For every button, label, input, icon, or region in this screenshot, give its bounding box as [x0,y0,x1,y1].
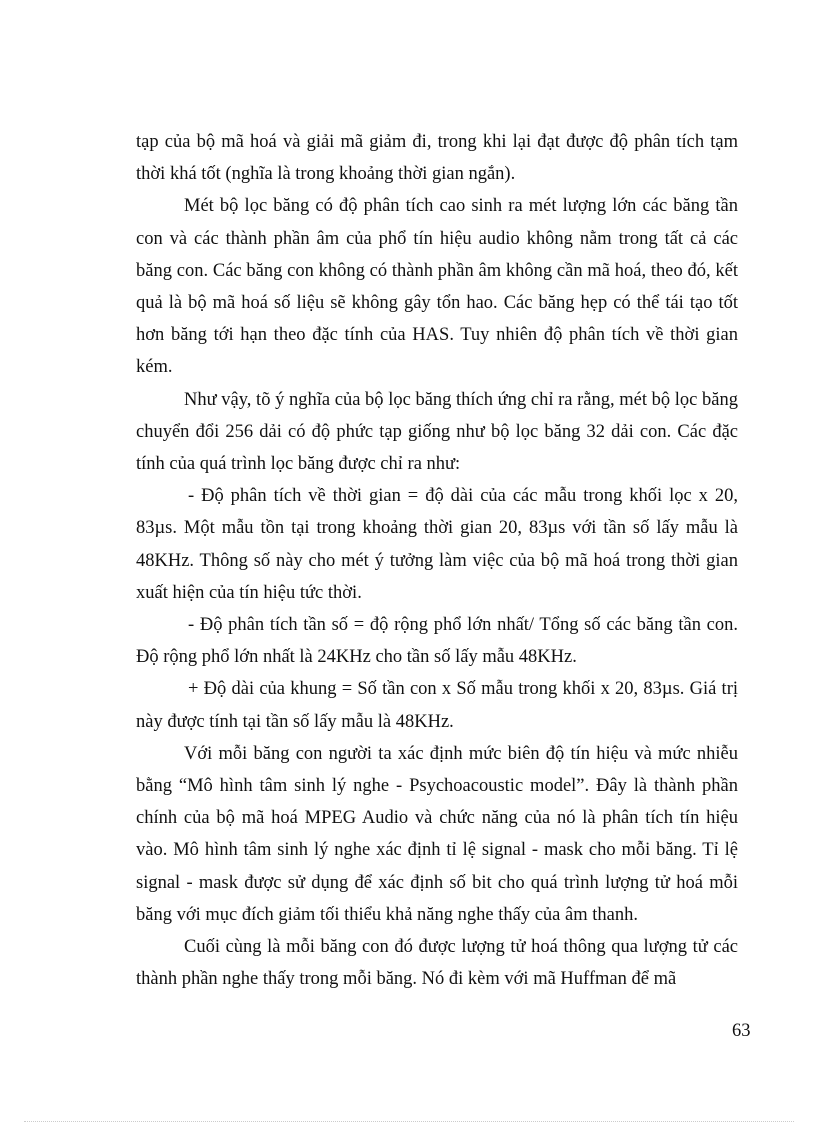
page-body [136,126,738,995]
paragraph-continuation: tạp của bộ mã hoá và giải mã giảm đi, trong khi lại đạt được độ phân tích tạm thời khá tốt (nghĩa là trong khoảng thời gian ngắn). [136,132,738,185]
list-item-time-resolution: - Độ phân tích về thời gian = độ dài của các mẫu trong khối lọc x 20, 83µs. Một mẫu tồn tại trong khoảng thời gian 20, 83µs với tần số lấy mẫu là 48KHz. Thông số này cho mét ý tưởng làm việc của bộ mã hoá trong thời gian xuất hiện của tín hiệu tức thời. [136,486,738,603]
paragraph-adaptive-filter: Như vậy, tõ ý nghĩa của bộ lọc băng thích ứng chỉ ra rằng, mét bộ lọc băng chuyển đổi 256 dải có độ phức tạp giống như bộ lọc băng 32 dải con. Các đặc tính của quá trình lọc băng được chỉ ra như: [136,389,738,475]
list-item-frame-length: + Độ dài của khung = Số tần con x Số mẫu trong khối x 20, 83µs. Giá trị này được tính tại tần số lấy mẫu là 48KHz. [136,679,738,732]
paragraph-quantization: Cuối cùng là mỗi băng con đó được lượng tử hoá thông qua lượng tử các thành phần nghe thấy trong mỗi băng. Nó đi kèm với mã Huffman để mã [136,937,738,990]
paragraph-high-resolution-filter: Mét bộ lọc băng có độ phân tích cao sinh ra mét lượng lớn các băng tần con và các thành phần âm của phổ tín hiệu audio không nằm trong tất cả các băng con. Các băng con không có thành phần âm không cần mã hoá, theo đó, kết quả là bộ mã hoá số liệu sẽ không gây tổn hao. Các băng hẹp có thể tái tạo tốt hơn băng tới hạn theo đặc tính của HAS. Tuy nhiên độ phân tích về thời gian kém. [136,196,738,378]
page-bottom-divider [24,1121,794,1122]
paragraph-psychoacoustic-model: Với mỗi băng con người ta xác định mức biên độ tín hiệu và mức nhiễu bằng “Mô hình tâm sinh lý nghe - Psychoacoustic model”. Đây là thành phần chính của bộ mã hoá MPEG Audio và chức năng của nó là phân tích tín hiệu vào. Mô hình tâm sinh lý nghe xác định tỉ lệ signal - mask cho mỗi băng. Tỉ lệ signal - mask được sử dụng để xác định số bit cho quá trình lượng tử hoá mỗi băng với mục đích giảm tối thiểu khả năng nghe thấy của âm thanh. [136,743,738,925]
list-item-frequency-resolution: - Độ phân tích tần số = độ rộng phổ lớn nhất/ Tổng số các băng tần con. Độ rộng phổ lớn nhất là 24KHz cho tần số lấy mẫu 48KHz. [136,615,738,668]
page-number: 63 [732,1021,751,1041]
